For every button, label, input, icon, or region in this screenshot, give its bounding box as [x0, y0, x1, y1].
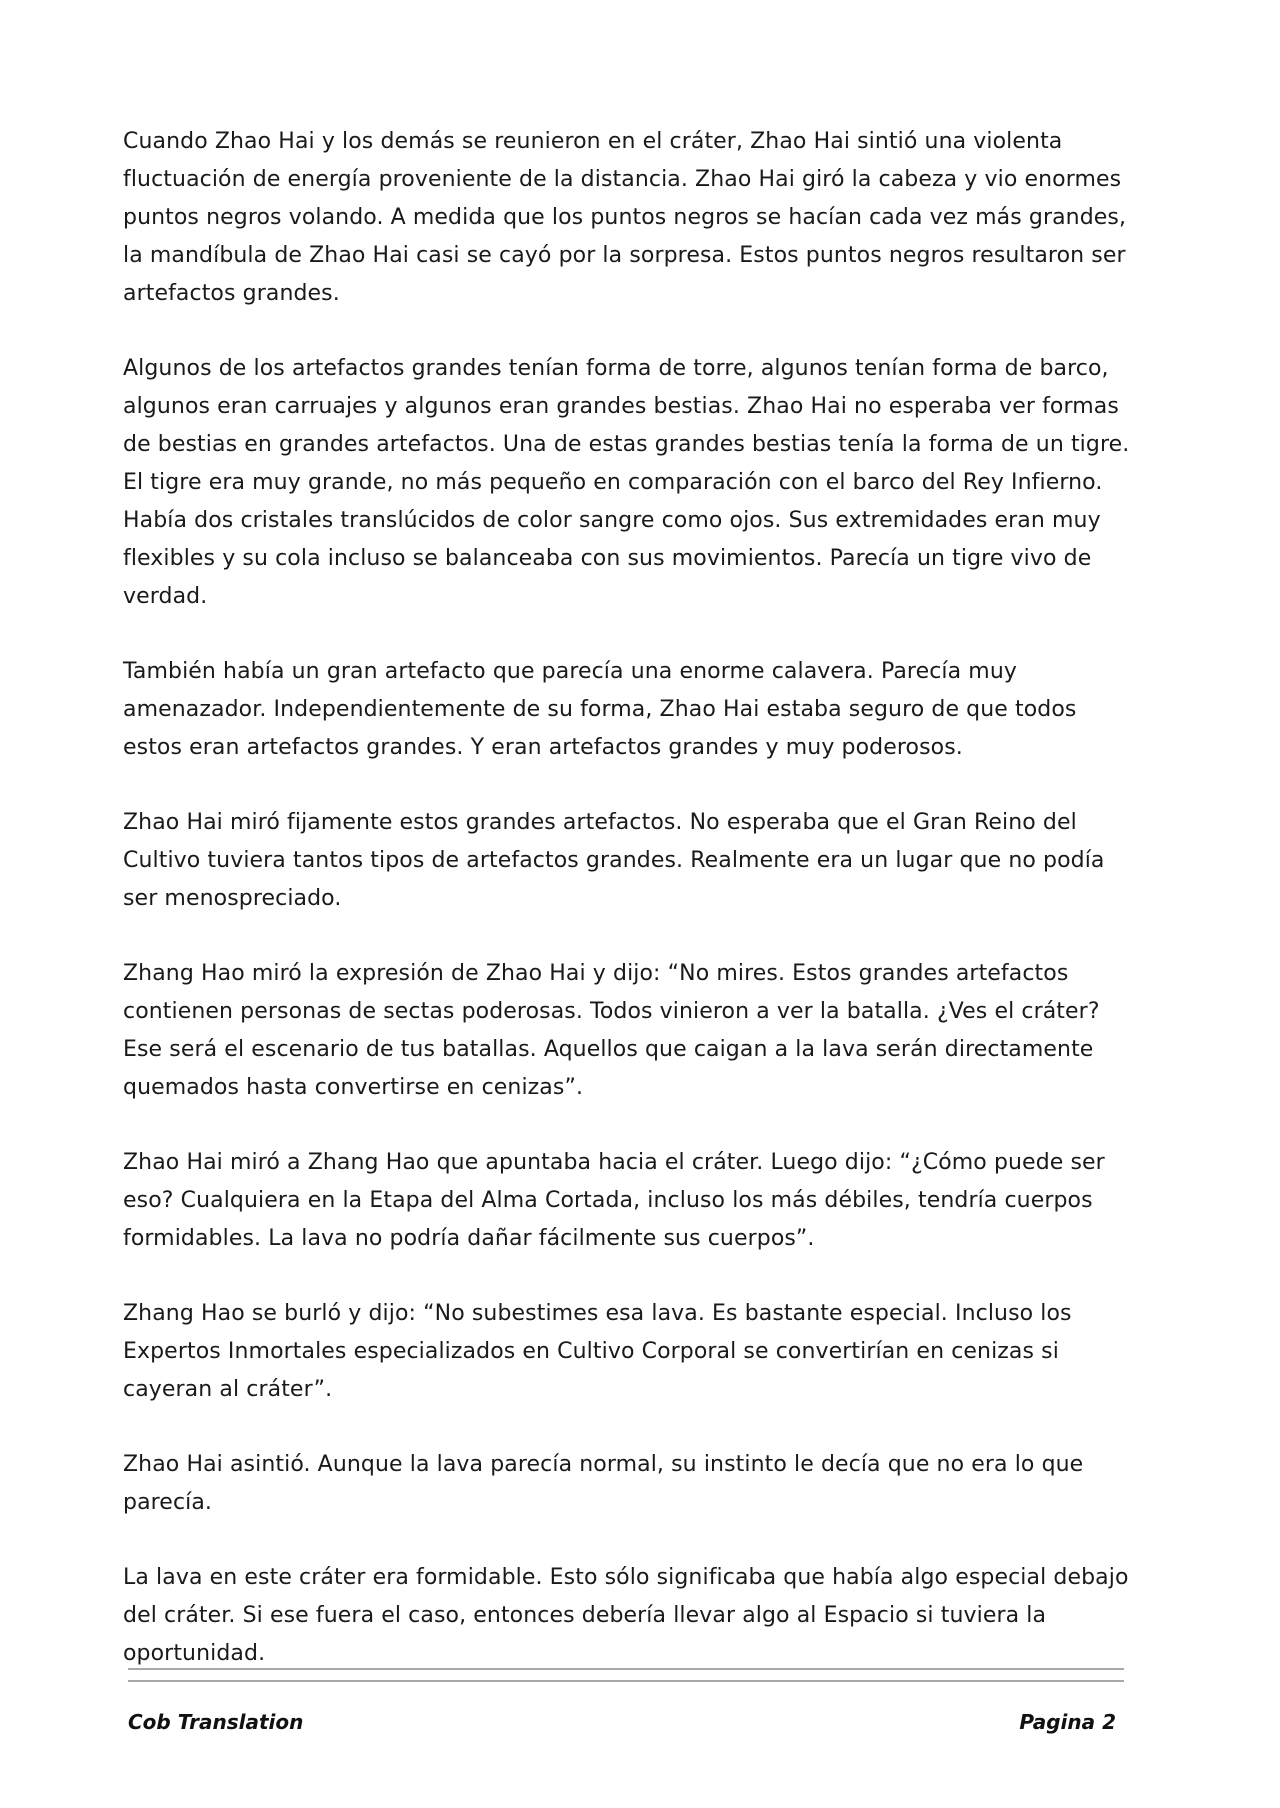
paragraph-3: También había un gran artefacto que parecía una enorme calavera. Parecía muy amenazador. Independientemente de su forma, Zhao Hai estaba seguro de que todos estos eran artefactos grandes. Y eran artefactos grandes y muy poderosos. — [123, 659, 1077, 760]
paragraph-8: Zhao Hai asintió. Aunque la lava parecía normal, su instinto le decía que no era lo que parecía. — [123, 1452, 1084, 1515]
footer-divider-bottom — [128, 1680, 1124, 1682]
paragraph-9: La lava en este cráter era formidable. Esto sólo significaba que había algo especial debajo del cráter. Si ese fuera el caso, entonces debería llevar algo al Espacio si tuviera la oportunidad. — [123, 1565, 1129, 1666]
document-body — [123, 123, 1133, 1710]
footer-translator-credit: Cob Translation — [128, 1710, 304, 1734]
paragraph-1: Cuando Zhao Hai y los demás se reunieron en el cráter, Zhao Hai sintió una violenta fluctuación de energía proveniente de la distancia. Zhao Hai giró la cabeza y vio enormes puntos negros volando. A medida que los puntos negros se hacían cada vez más grandes, la mandíbula de Zhao Hai casi se cayó por la sorpresa. Estos puntos negros resultaron ser artefactos grandes. — [123, 129, 1127, 306]
paragraph-5: Zhang Hao miró la expresión de Zhao Hai y dijo: “No mires. Estos grandes artefactos contienen personas de sectas poderosas. Todos vinieron a ver la batalla. ¿Ves el cráter? Ese será el escenario de tus batallas. Aquellos que caigan a la lava serán directamente quemados hasta convertirse en cenizas”. — [123, 961, 1100, 1100]
paragraph-7: Zhang Hao se burló y dijo: “No subestimes esa lava. Es bastante especial. Incluso los Expertos Inmortales especializados en Cultivo Corporal se convertirían en cenizas si cayeran al cráter”. — [123, 1301, 1072, 1402]
footer-divider-top — [128, 1668, 1124, 1670]
paragraph-4: Zhao Hai miró fijamente estos grandes artefactos. No esperaba que el Gran Reino del Cultivo tuviera tantos tipos de artefactos grandes. Realmente era un lugar que no podía ser menospreciado. — [123, 810, 1105, 911]
footer-page-number: Pagina 2 — [1019, 1710, 1116, 1734]
paragraph-6: Zhao Hai miró a Zhang Hao que apuntaba hacia el cráter. Luego dijo: “¿Cómo puede ser eso? Cualquiera en la Etapa del Alma Cortada, incluso los más débiles, tendría cuerpos formidables. La lava no podría dañar fácilmente sus cuerpos”. — [123, 1150, 1105, 1251]
paragraph-2: Algunos de los artefactos grandes tenían forma de torre, algunos tenían forma de barco, algunos eran carruajes y algunos eran grandes bestias. Zhao Hai no esperaba ver formas de bestias en grandes artefactos. Una de estas grandes bestias tenía la forma de un tigre. El tigre era muy grande, no más pequeño en comparación con el barco del Rey Infierno. Había dos cristales translúcidos de color sangre como ojos. Sus extremidades eran muy flexibles y su cola incluso se balanceaba con sus movimientos. Parecía un tigre vivo de verdad. — [123, 356, 1130, 609]
